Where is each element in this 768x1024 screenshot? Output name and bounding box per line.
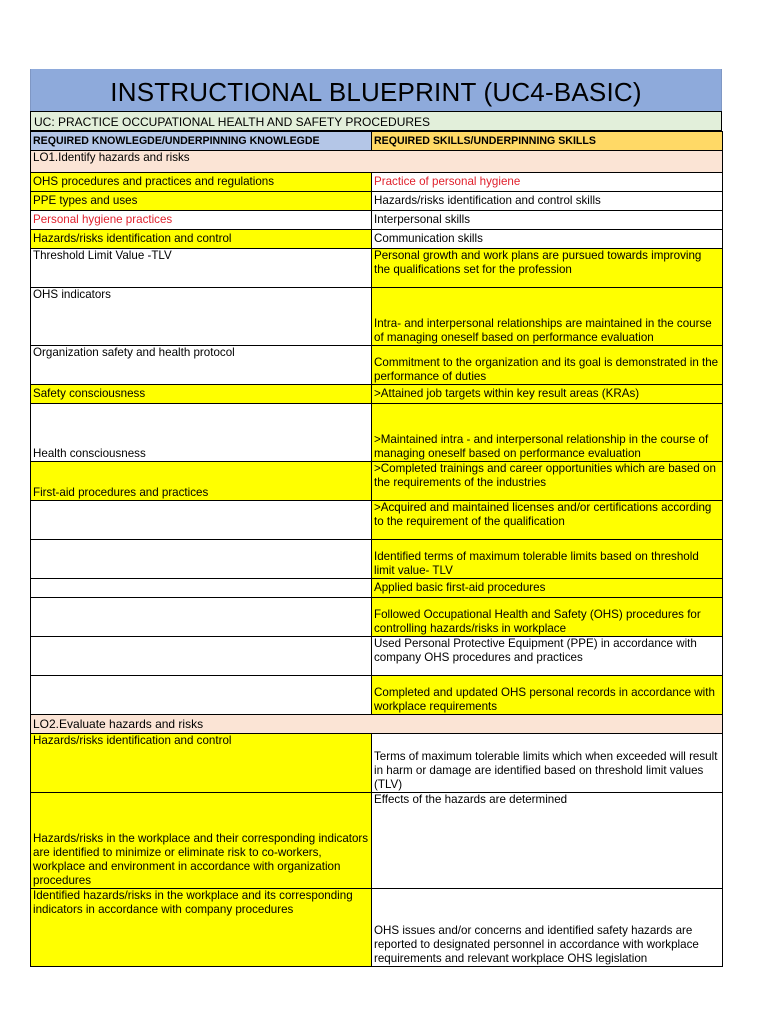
skill-cell: Interpersonal skills	[372, 211, 723, 230]
header-row	[31, 132, 723, 151]
table-row	[31, 889, 723, 967]
knowledge-cell	[31, 579, 372, 598]
skill-cell: Followed Occupational Health and Safety (OHS) procedures for controlling hazards/risks in workplace	[372, 598, 723, 637]
table-row	[31, 598, 723, 637]
lo2-label: LO2.Evaluate hazards and risks	[31, 715, 723, 734]
table-row	[31, 230, 723, 249]
table-row	[31, 540, 723, 579]
skill-cell: >Maintained intra - and interpersonal relationship in the course of managing oneself based on performance evaluation	[372, 404, 723, 462]
table-row	[31, 676, 723, 715]
unit-of-competency: UC: PRACTICE OCCUPATIONAL HEALTH AND SAFETY PROCEDURES	[30, 111, 722, 131]
knowledge-cell: Organization safety and health protocol	[31, 346, 372, 385]
skill-cell: Used Personal Protective Equipment (PPE) in accordance with company OHS procedures and practices	[372, 637, 723, 676]
table-row	[31, 462, 723, 501]
skill-cell: Identified terms of maximum tolerable limits based on threshold limit value- TLV	[372, 540, 723, 579]
knowledge-cell	[31, 540, 372, 579]
skill-cell: >Completed trainings and career opportunities which are based on the requirements of the industries	[372, 462, 723, 501]
skill-cell: Completed and updated OHS personal records in accordance with workplace requirements	[372, 676, 723, 715]
table-row	[31, 637, 723, 676]
skill-cell: >Acquired and maintained licenses and/or certifications according to the requirement of the qualification	[372, 501, 723, 540]
blueprint-table	[30, 131, 723, 967]
lo1-row	[31, 151, 723, 173]
knowledge-header: REQUIRED KNOWLEGDE/UNDERPINNING KNOWLEGDE	[31, 132, 372, 151]
knowledge-cell	[31, 676, 372, 715]
table-row	[31, 501, 723, 540]
table-row	[31, 192, 723, 211]
knowledge-cell: PPE types and uses	[31, 192, 372, 211]
knowledge-cell: Identified hazards/risks in the workplace and its corresponding indicators in accordance with company procedures	[31, 889, 372, 967]
table-row	[31, 579, 723, 598]
table-row	[31, 793, 723, 889]
table-row	[31, 404, 723, 462]
table-row	[31, 249, 723, 288]
knowledge-cell: Threshold Limit Value -TLV	[31, 249, 372, 288]
lo2-row	[31, 715, 723, 734]
skill-cell: >Attained job targets within key result areas (KRAs)	[372, 385, 723, 404]
skill-cell: Effects of the hazards are determined	[372, 793, 723, 889]
skill-cell: Personal growth and work plans are pursued towards improving the qualifications set for the profession	[372, 249, 723, 288]
blueprint-sheet	[30, 69, 722, 967]
page-title: INSTRUCTIONAL BLUEPRINT (UC4-BASIC)	[30, 69, 722, 111]
knowledge-cell	[31, 501, 372, 540]
table-row	[31, 173, 723, 192]
skill-cell: OHS issues and/or concerns and identified safety hazards are reported to designated personnel in accordance with workplace requirements and relevant workplace OHS legislation	[372, 889, 723, 967]
lo1-label: LO1.Identify hazards and risks	[31, 151, 723, 173]
knowledge-cell	[31, 598, 372, 637]
skills-header: REQUIRED SKILLS/UNDERPINNING SKILLS	[372, 132, 723, 151]
skill-cell: Hazards/risks identification and control skills	[372, 192, 723, 211]
skill-cell: Practice of personal hygiene	[372, 173, 723, 192]
skill-cell: Communication skills	[372, 230, 723, 249]
knowledge-cell: Hazards/risks identification and control	[31, 734, 372, 793]
knowledge-cell: Health consciousness	[31, 404, 372, 462]
skill-cell: Applied basic first-aid procedures	[372, 579, 723, 598]
knowledge-cell: OHS procedures and practices and regulations	[31, 173, 372, 192]
knowledge-cell: Hazards/risks identification and control	[31, 230, 372, 249]
knowledge-cell: Personal hygiene practices	[31, 211, 372, 230]
skill-cell: Terms of maximum tolerable limits which when exceeded will result in harm or damage are identified based on threshold limit values (TLV)	[372, 734, 723, 793]
table-row	[31, 734, 723, 793]
table-row	[31, 385, 723, 404]
knowledge-cell: Hazards/risks in the workplace and their corresponding indicators are identified to minimize or eliminate risk to co-workers, workplace and environment in accordance with organization procedures	[31, 793, 372, 889]
skill-cell: Intra- and interpersonal relationships are maintained in the course of managing oneself based on performance evaluation	[372, 288, 723, 346]
knowledge-cell: Safety consciousness	[31, 385, 372, 404]
knowledge-cell	[31, 637, 372, 676]
knowledge-cell: First-aid procedures and practices	[31, 462, 372, 501]
skill-cell: Commitment to the organization and its goal is demonstrated in the performance of duties	[372, 346, 723, 385]
table-row	[31, 288, 723, 346]
knowledge-cell: OHS indicators	[31, 288, 372, 346]
table-row	[31, 211, 723, 230]
table-row	[31, 346, 723, 385]
